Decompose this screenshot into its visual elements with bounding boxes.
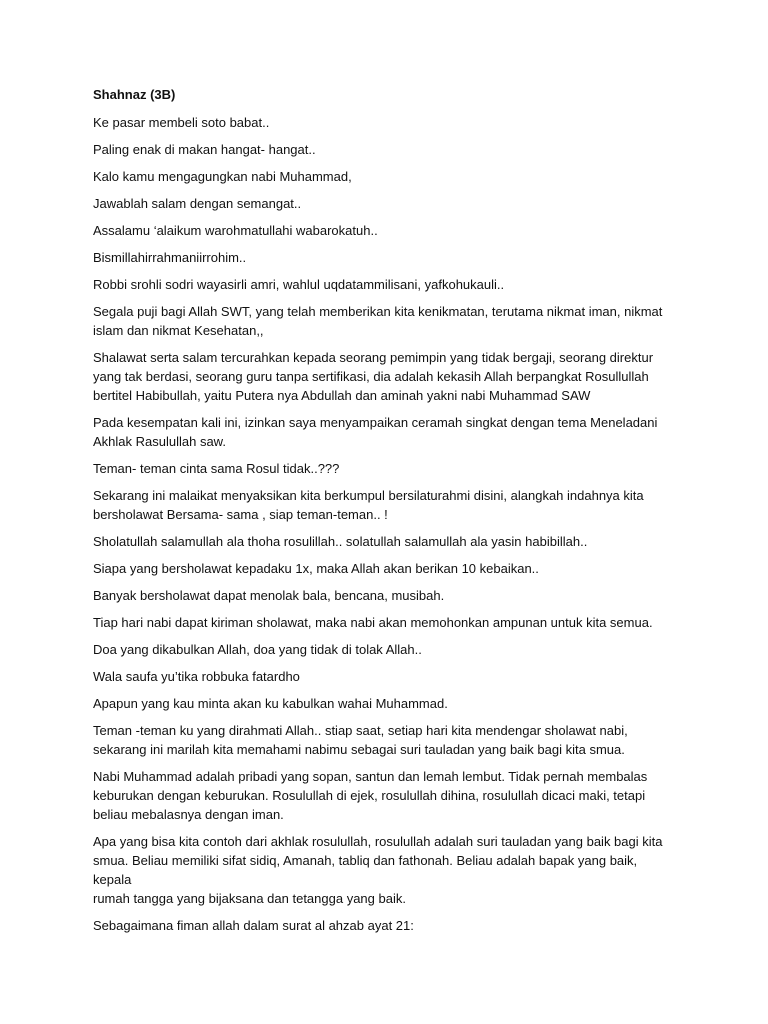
paragraph (93, 916, 674, 935)
paragraph-line: beliau mebalasnya dengan iman. (93, 807, 284, 822)
paragraph-line: smua. Beliau memiliki sifat sidiq, Amanah, tabliq dan fathonah. Beliau adalah bapak yang baik, kepala (93, 853, 638, 887)
paragraph (93, 832, 674, 908)
paragraph (93, 113, 674, 132)
paragraph-line: Paling enak di makan hangat- hangat.. (93, 142, 316, 157)
paragraph-line: Kalo kamu mengagungkan nabi Muhammad, (93, 169, 352, 184)
paragraph-line: Robbi srohli sodri wayasirli amri, wahlul uqdatammilisani, yafkohukauli.. (93, 277, 505, 292)
paragraph-line: Teman- teman cinta sama Rosul tidak..??? (93, 461, 340, 476)
paragraph (93, 721, 674, 759)
paragraph-line: Pada kesempatan kali ini, izinkan saya menyampaikan ceramah singkat dengan tema Meneladani (93, 415, 658, 430)
paragraph-line: Jawablah salam dengan semangat.. (93, 196, 302, 211)
paragraph (93, 194, 674, 213)
paragraph-line: Doa yang dikabulkan Allah, doa yang tidak di tolak Allah.. (93, 642, 422, 657)
paragraph (93, 275, 674, 294)
paragraph-line: Wala saufa yu’tika robbuka fatardho (93, 669, 300, 684)
paragraph (93, 613, 674, 632)
paragraph-line: Tiap hari nabi dapat kiriman sholawat, maka nabi akan memohonkan ampunan untuk kita semua. (93, 615, 653, 630)
paragraph-line: Segala puji bagi Allah SWT, yang telah memberikan kita kenikmatan, terutama nikmat iman, nikmat (93, 304, 663, 319)
paragraph-line: Sebagaimana fiman allah dalam surat al ahzab ayat 21: (93, 918, 414, 933)
paragraph-line: Siapa yang bersholawat kepadaku 1x, maka Allah akan berikan 10 kebaikan.. (93, 561, 539, 576)
paragraph-line: bersholawat Bersama- sama , siap teman-teman.. ! (93, 507, 388, 522)
paragraph-line: Teman -teman ku yang dirahmati Allah.. stiap saat, setiap hari kita mendengar sholawat nabi, (93, 723, 628, 738)
paragraph-line: keburukan dengan keburukan. Rosulullah di ejek, rosulullah dihina, rosulullah dicaci maki, tetapi (93, 788, 646, 803)
paragraph (93, 140, 674, 159)
paragraph (93, 302, 674, 340)
paragraph-line: Akhlak Rasulullah saw. (93, 434, 226, 449)
paragraph (93, 459, 674, 478)
paragraph (93, 694, 674, 713)
paragraph-line: Nabi Muhammad adalah pribadi yang sopan, santun dan lemah lembut. Tidak pernah membalas (93, 769, 648, 784)
paragraph (93, 640, 674, 659)
paragraph (93, 413, 674, 451)
paragraph (93, 532, 674, 551)
paragraph-line: islam dan nikmat Kesehatan,, (93, 323, 264, 338)
paragraph (93, 221, 674, 240)
paragraph-line: Apapun yang kau minta akan ku kabulkan wahai Muhammad. (93, 696, 448, 711)
paragraph-line: Banyak bersholawat dapat menolak bala, bencana, musibah. (93, 588, 445, 603)
paragraph-line: Sekarang ini malaikat menyaksikan kita berkumpul bersilaturahmi disini, alangkah indahnya kita (93, 488, 644, 503)
document-title: Shahnaz (3B) (93, 87, 176, 102)
paragraph (93, 248, 674, 267)
paragraph (93, 767, 674, 824)
paragraph-line: bertitel Habibullah, yaitu Putera nya Abdullah dan aminah yakni nabi Muhammad SAW (93, 388, 591, 403)
paragraph-line: yang tak berdasi, seorang guru tanpa sertifikasi, dia adalah kekasih Allah berpangkat Rosullullah (93, 369, 649, 384)
paragraph-line: Bismillahirrahmaniirrohim.. (93, 250, 247, 265)
paragraph-line: Assalamu ‘alaikum warohmatullahi wabarokatuh.. (93, 223, 378, 238)
paragraph-line: Apa yang bisa kita contoh dari akhlak rosulullah, rosulullah adalah suri tauladan yang baik bagi kita (93, 834, 663, 849)
paragraph-line: rumah tangga yang bijaksana dan tetangga yang baik. (93, 891, 406, 906)
paragraph (93, 667, 674, 686)
paragraph (93, 559, 674, 578)
paragraph (93, 348, 674, 405)
paragraph-line: Ke pasar membeli soto babat.. (93, 115, 270, 130)
paragraph-line: Sholatullah salamullah ala thoha rosulillah.. solatullah salamullah ala yasin habibillah.. (93, 534, 588, 549)
document-body (93, 113, 674, 935)
paragraph (93, 586, 674, 605)
paragraph-line: Shalawat serta salam tercurahkan kepada seorang pemimpin yang tidak bergaji, seorang direktur (93, 350, 654, 365)
paragraph-line: sekarang ini marilah kita memahami nabimu sebagai suri tauladan yang baik bagi kita smua. (93, 742, 625, 757)
paragraph (93, 167, 674, 186)
paragraph (93, 486, 674, 524)
